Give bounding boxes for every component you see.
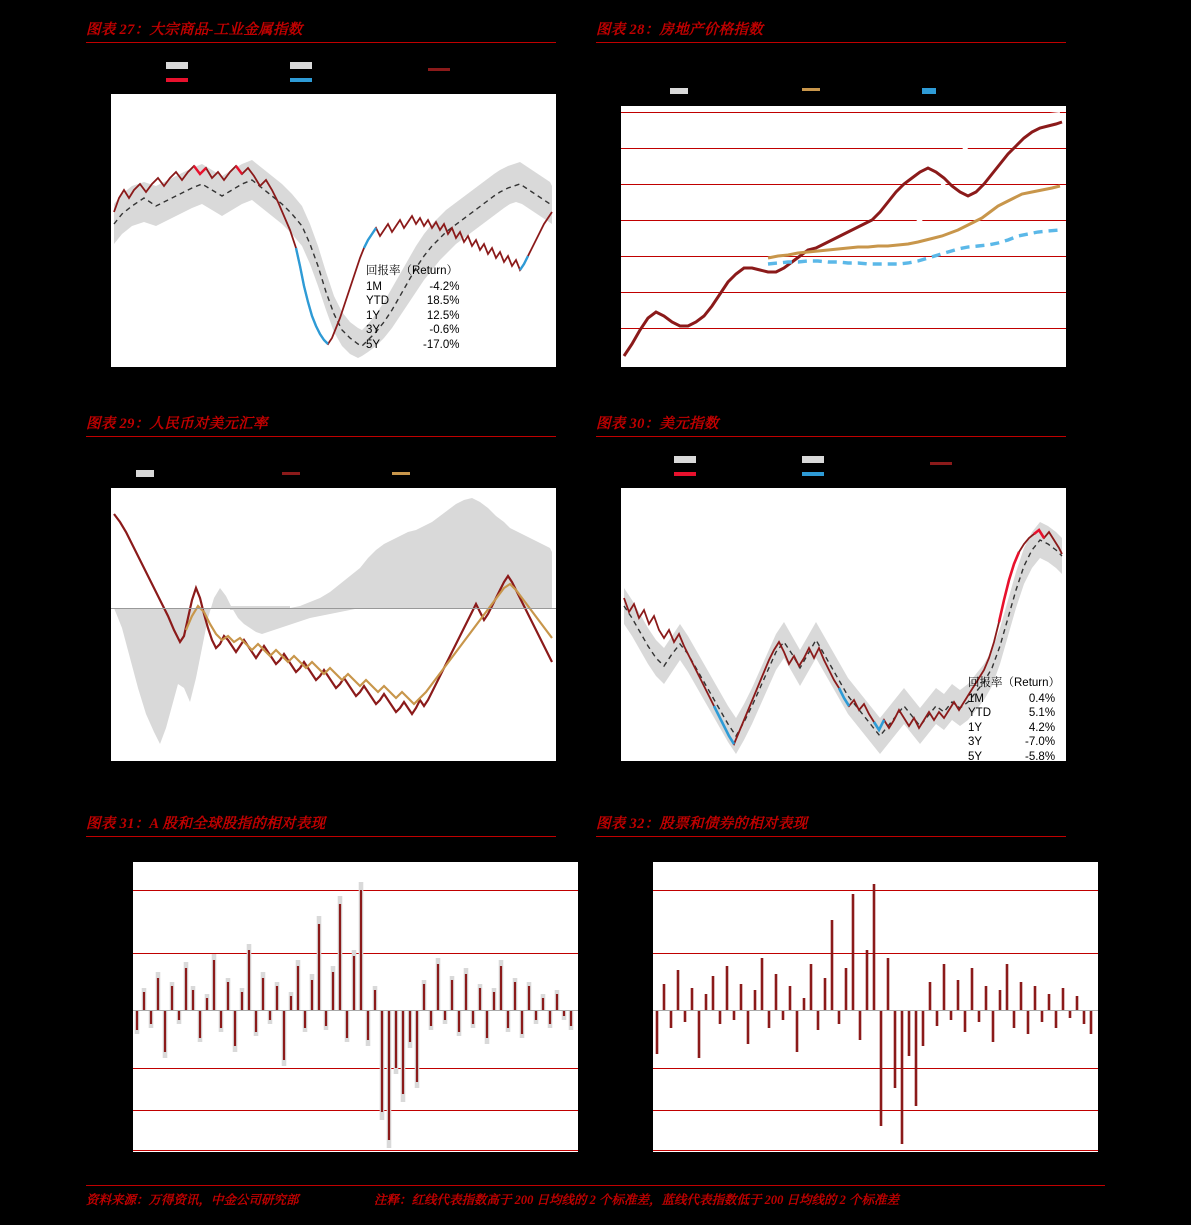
footer-note: 注释：红线代表指数高于 200 日均线的 2 个标准差，蓝线代表指数低于 200 日均线的 2 个标准差 bbox=[374, 1193, 900, 1207]
return-value: 5.1% bbox=[1028, 707, 1056, 720]
return-period: 1Y bbox=[366, 309, 381, 322]
return-table-header: 回报率（Return） bbox=[968, 677, 1061, 689]
chart31-svg bbox=[132, 862, 578, 1152]
table-row bbox=[366, 309, 459, 324]
legend-swatch-band bbox=[670, 88, 688, 94]
return-period: 1M bbox=[366, 280, 382, 293]
chart27-blue-segment-2 bbox=[364, 228, 376, 248]
return-period: 5Y bbox=[968, 750, 983, 763]
table-row bbox=[968, 692, 1055, 707]
legend-band-upper-30 bbox=[674, 456, 696, 463]
legend-swatch-darkred bbox=[428, 68, 450, 71]
panel-chart29 bbox=[86, 412, 556, 762]
return-period: 1M bbox=[968, 692, 984, 705]
return-value: 12.5% bbox=[426, 309, 460, 322]
return-value: 0.4% bbox=[1028, 692, 1056, 705]
chart31-bars-grey bbox=[137, 882, 571, 1148]
legend-swatch-band bbox=[136, 470, 154, 477]
legend-band-29 bbox=[136, 470, 154, 477]
chart28-blue-dashed-line bbox=[768, 230, 1060, 264]
table-row bbox=[968, 706, 1055, 721]
title-rule bbox=[86, 836, 556, 837]
title-rule bbox=[596, 836, 1066, 837]
return-value: -5.8% bbox=[1025, 750, 1056, 763]
return-value: 18.5% bbox=[426, 295, 460, 308]
chart27-blue-segment-3 bbox=[520, 256, 528, 270]
legend-swatch-blue bbox=[802, 472, 824, 476]
chart27-band bbox=[114, 160, 552, 358]
legend-line-red-27 bbox=[166, 78, 188, 82]
legend-line-red-30 bbox=[674, 472, 696, 476]
title-rule bbox=[86, 436, 556, 437]
panel-title-chart27: 图表 27：大宗商品-工业金属指数 bbox=[86, 22, 303, 38]
panel-title-chart30: 图表 30：美元指数 bbox=[596, 416, 719, 432]
legend-swatch-band2 bbox=[290, 62, 312, 69]
plot-chart28 bbox=[620, 106, 1066, 368]
chart29-svg bbox=[110, 488, 556, 762]
chart29-band-upper bbox=[290, 498, 552, 608]
legend-band-lower-30 bbox=[802, 456, 824, 463]
table-row bbox=[366, 323, 459, 338]
legend-swatch-tan bbox=[802, 88, 820, 91]
title-rule bbox=[596, 436, 1066, 437]
legend-swatch-band2 bbox=[802, 456, 824, 463]
plot-chart32 bbox=[652, 862, 1098, 1152]
return-period: 3Y bbox=[366, 324, 381, 337]
return-period: YTD bbox=[968, 707, 991, 720]
legend-band-lower-27 bbox=[290, 62, 312, 69]
table-row bbox=[366, 280, 459, 295]
legend-line-blue-28 bbox=[922, 88, 936, 94]
chart28-tan-line bbox=[768, 186, 1060, 258]
table-row bbox=[366, 294, 459, 309]
chart32-bars-red bbox=[657, 884, 1091, 1144]
return-value: -4.2% bbox=[429, 280, 460, 293]
plot-chart29 bbox=[110, 488, 556, 762]
panel-chart31 bbox=[86, 812, 556, 1152]
table-row bbox=[366, 338, 459, 353]
legend-swatch-red bbox=[166, 78, 188, 82]
panel-title-chart31: 图表 31：A 股和全球股指的相对表现 bbox=[86, 816, 326, 832]
legend-line-darkred-29 bbox=[282, 472, 300, 475]
table-row bbox=[968, 721, 1055, 736]
legend-line-darkred-30 bbox=[930, 462, 952, 465]
legend-line-darkred-27 bbox=[428, 68, 450, 71]
panel-title-chart32: 图表 32：股票和债券的相对表现 bbox=[596, 816, 808, 832]
chart28-gridlines bbox=[620, 113, 1066, 329]
legend-swatch-band bbox=[166, 62, 188, 69]
panel-chart27 bbox=[86, 18, 556, 368]
title-rule bbox=[596, 42, 1066, 43]
return-value: -17.0% bbox=[423, 338, 460, 351]
legend-line-blue-27 bbox=[290, 78, 312, 82]
legend-swatch-band bbox=[674, 456, 696, 463]
chart27-svg bbox=[110, 94, 556, 368]
table-row bbox=[968, 735, 1055, 750]
panel-chart30 bbox=[596, 412, 1066, 762]
panel-chart32 bbox=[596, 812, 1066, 1152]
chart28-svg bbox=[620, 106, 1066, 368]
legend-band-upper-27 bbox=[166, 62, 188, 69]
plot-chart27 bbox=[110, 94, 556, 368]
return-period: 5Y bbox=[366, 338, 381, 351]
return-value: 4.2% bbox=[1028, 721, 1056, 734]
legend-swatch-red bbox=[674, 472, 696, 476]
return-table-chart30 bbox=[968, 676, 1060, 765]
return-value: -7.0% bbox=[1025, 736, 1056, 749]
legend-swatch-tan bbox=[392, 472, 410, 475]
plot-chart31 bbox=[132, 862, 578, 1152]
footer bbox=[86, 1185, 1105, 1215]
return-period: 1Y bbox=[968, 721, 983, 734]
title-rule bbox=[86, 42, 556, 43]
footer-rule bbox=[86, 1185, 1105, 1186]
panel-title-chart28: 图表 28：房地产价格指数 bbox=[596, 22, 764, 38]
legend-swatch-darkred bbox=[282, 472, 300, 475]
panel-chart28 bbox=[596, 18, 1066, 368]
legend-line-tan-28 bbox=[802, 88, 820, 91]
return-table-chart27 bbox=[366, 264, 459, 353]
legend-line-blue-30 bbox=[802, 472, 824, 476]
plot-chart30 bbox=[620, 488, 1066, 762]
legend-line-tan-29 bbox=[392, 472, 410, 475]
return-period: YTD bbox=[366, 295, 389, 308]
legend-swatch-darkred bbox=[930, 462, 952, 465]
return-period: 3Y bbox=[968, 736, 983, 749]
panel-title-chart29: 图表 29：人民币对美元汇率 bbox=[86, 416, 268, 432]
chart32-svg bbox=[652, 862, 1098, 1152]
return-value: -0.6% bbox=[429, 324, 460, 337]
return-table-header: 回报率（Return） bbox=[366, 265, 459, 277]
legend-band-28 bbox=[670, 88, 688, 94]
table-row bbox=[968, 750, 1055, 765]
legend-swatch-blue bbox=[290, 78, 312, 82]
chart28-white-line bbox=[768, 114, 1060, 252]
footer-source: 资料来源：万得资讯，中金公司研究部 bbox=[86, 1193, 299, 1207]
legend-swatch-blue bbox=[922, 88, 936, 94]
